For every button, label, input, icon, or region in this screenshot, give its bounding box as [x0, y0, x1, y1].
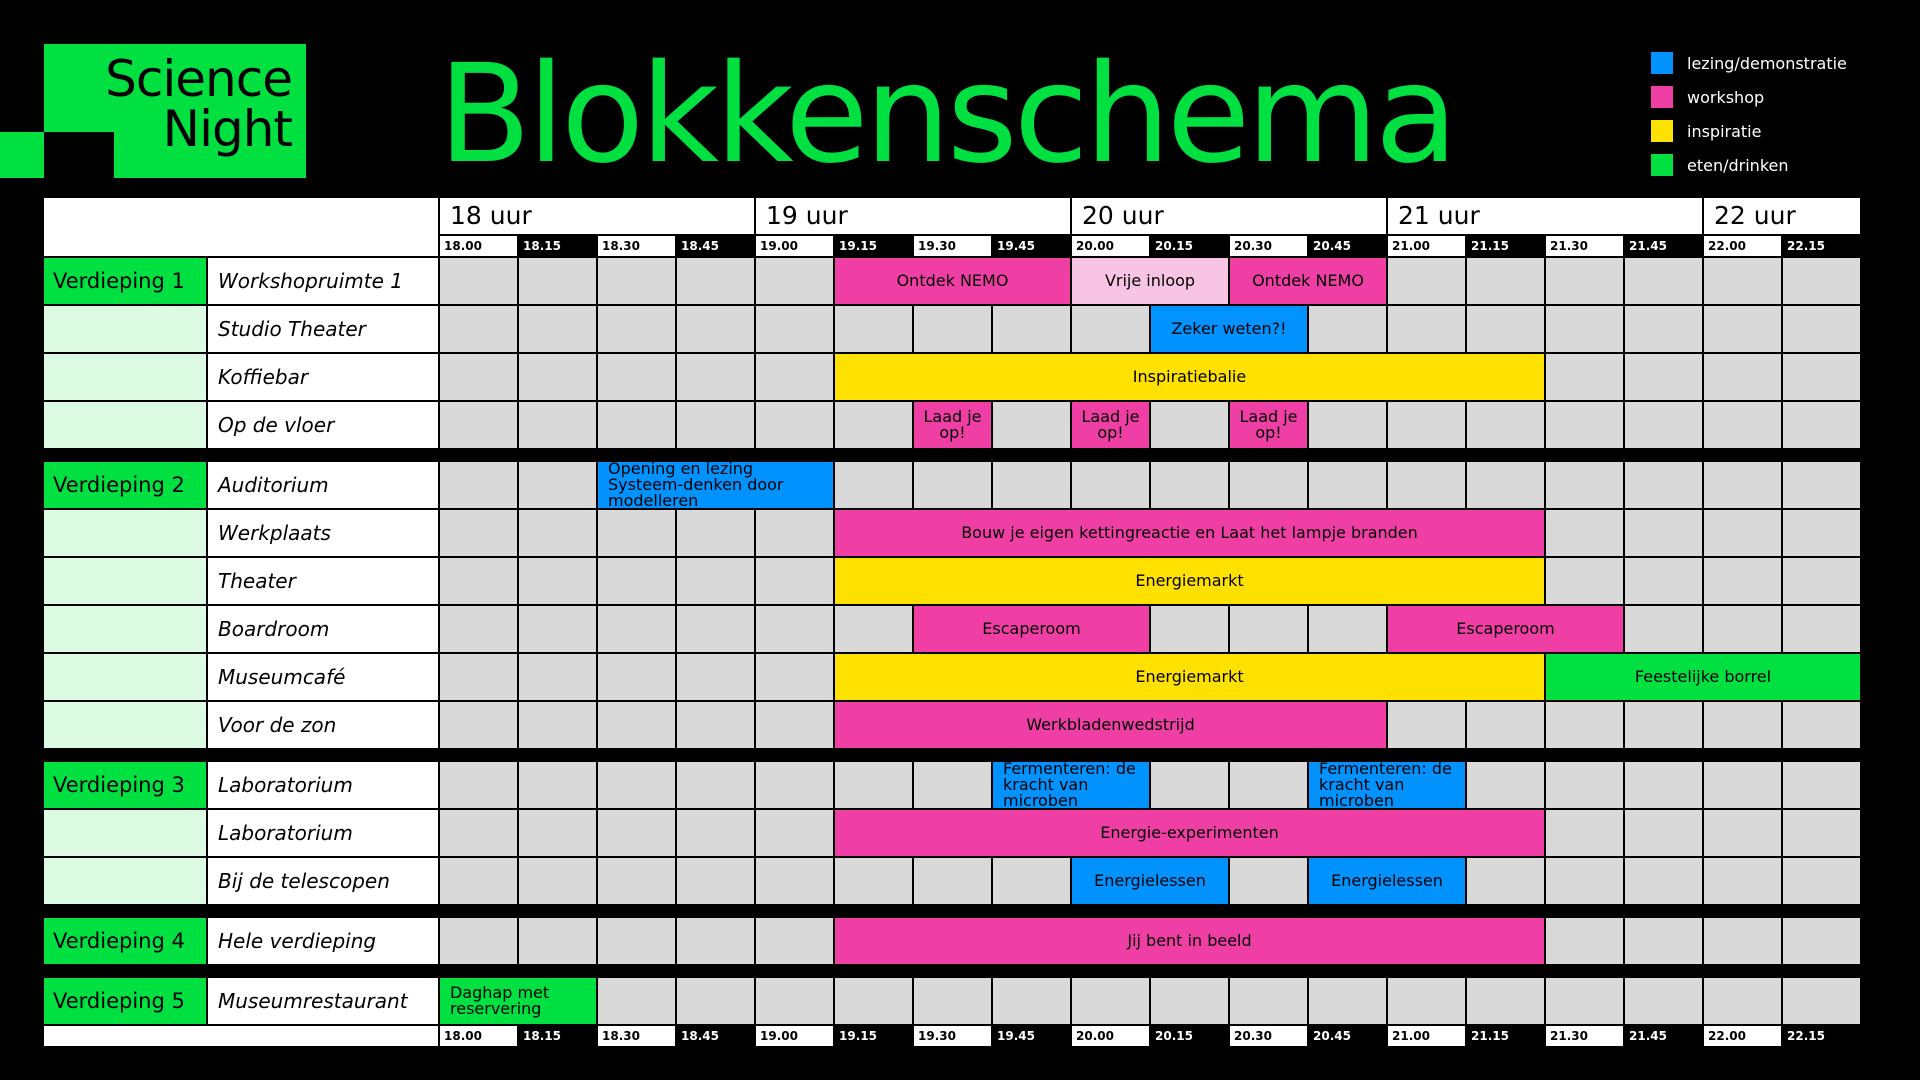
empty-slot	[1625, 462, 1702, 508]
floor-label: Verdieping 2	[44, 462, 206, 508]
room-name: Bij de telescopen	[208, 858, 438, 904]
empty-slot	[1546, 462, 1623, 508]
time-tick-bottom: 21.00	[1388, 1026, 1465, 1046]
empty-slot	[835, 402, 912, 448]
empty-slot	[598, 654, 675, 700]
empty-slot	[835, 978, 912, 1024]
empty-slot	[1546, 402, 1623, 448]
empty-slot	[677, 762, 754, 808]
empty-slot	[677, 858, 754, 904]
time-tick-bottom: 20.30	[1230, 1026, 1307, 1046]
empty-slot	[914, 462, 991, 508]
empty-slot	[993, 306, 1070, 352]
time-tick: 20.00	[1072, 236, 1149, 256]
empty-slot	[519, 354, 596, 400]
empty-slot	[519, 402, 596, 448]
empty-slot	[598, 702, 675, 748]
empty-slot	[1783, 978, 1860, 1024]
time-tick-bottom: 20.00	[1072, 1026, 1149, 1046]
legend-label: lezing/demonstratie	[1687, 53, 1847, 73]
empty-slot	[440, 258, 517, 304]
empty-slot	[519, 558, 596, 604]
empty-slot	[440, 702, 517, 748]
empty-slot	[1704, 762, 1781, 808]
event-block: Feestelijke borrel	[1546, 654, 1860, 700]
empty-slot	[756, 654, 833, 700]
floor-label-empty	[44, 654, 206, 700]
empty-slot	[1546, 258, 1623, 304]
floor-label: Verdieping 4	[44, 918, 206, 964]
empty-slot	[914, 306, 991, 352]
empty-slot	[1467, 402, 1544, 448]
empty-slot	[519, 858, 596, 904]
empty-slot	[1309, 978, 1386, 1024]
empty-slot	[1388, 402, 1465, 448]
legend-item	[1651, 114, 1847, 148]
empty-slot	[1704, 606, 1781, 652]
empty-slot	[1309, 306, 1386, 352]
empty-slot	[756, 858, 833, 904]
time-tick-bottom: 22.15	[1783, 1026, 1860, 1046]
room-name: Museumcafé	[208, 654, 438, 700]
floor-label-empty	[44, 306, 206, 352]
floor-label-empty	[44, 402, 206, 448]
empty-slot	[1467, 858, 1544, 904]
time-tick-bottom: 19.30	[914, 1026, 991, 1046]
event-block: Energiemarkt	[835, 654, 1544, 700]
room-name: Theater	[208, 558, 438, 604]
empty-slot	[1467, 258, 1544, 304]
empty-slot	[1625, 402, 1702, 448]
empty-slot	[677, 258, 754, 304]
empty-slot	[914, 858, 991, 904]
empty-slot	[598, 558, 675, 604]
floor-divider	[44, 750, 1860, 760]
legend-swatch	[1651, 154, 1673, 176]
time-tick-bottom: 20.45	[1309, 1026, 1386, 1046]
event-block: Zeker weten?!	[1151, 306, 1307, 352]
empty-slot	[1388, 258, 1465, 304]
empty-slot	[440, 306, 517, 352]
empty-slot	[677, 606, 754, 652]
empty-slot	[519, 654, 596, 700]
empty-slot	[914, 978, 991, 1024]
empty-slot	[756, 402, 833, 448]
legend-swatch	[1651, 52, 1673, 74]
legend-label: inspiratie	[1687, 121, 1762, 141]
empty-slot	[1704, 702, 1781, 748]
time-tick: 20.45	[1309, 236, 1386, 256]
time-tick: 18.45	[677, 236, 754, 256]
empty-slot	[677, 510, 754, 556]
time-tick: 21.15	[1467, 236, 1544, 256]
empty-slot	[519, 702, 596, 748]
event-block: Daghap met reservering	[440, 978, 596, 1024]
event-block: Vrije inloop	[1072, 258, 1228, 304]
empty-slot	[1704, 510, 1781, 556]
empty-slot	[677, 402, 754, 448]
empty-slot	[1467, 762, 1544, 808]
empty-slot	[1783, 510, 1860, 556]
empty-slot	[1388, 306, 1465, 352]
empty-slot	[440, 762, 517, 808]
empty-slot	[677, 306, 754, 352]
event-block: Ontdek NEMO	[835, 258, 1070, 304]
empty-slot	[440, 654, 517, 700]
empty-slot	[835, 858, 912, 904]
empty-slot	[1467, 462, 1544, 508]
time-tick-bottom: 19.15	[835, 1026, 912, 1046]
event-block: Jij bent in beeld	[835, 918, 1544, 964]
time-tick-bottom: 18.15	[519, 1026, 596, 1046]
event-block: Inspiratiebalie	[835, 354, 1544, 400]
empty-slot	[756, 762, 833, 808]
logo-box	[44, 44, 306, 178]
empty-slot	[1783, 606, 1860, 652]
empty-slot	[1309, 606, 1386, 652]
empty-slot	[1546, 858, 1623, 904]
empty-slot	[598, 354, 675, 400]
legend-swatch	[1651, 120, 1673, 142]
room-name: Koffiebar	[208, 354, 438, 400]
empty-slot	[1546, 978, 1623, 1024]
empty-slot	[1546, 810, 1623, 856]
floor-label-empty	[44, 354, 206, 400]
time-tick-bottom: 19.00	[756, 1026, 833, 1046]
empty-slot	[598, 402, 675, 448]
room-name: Werkplaats	[208, 510, 438, 556]
empty-slot	[677, 702, 754, 748]
floor-label: Verdieping 1	[44, 258, 206, 304]
room-name: Voor de zon	[208, 702, 438, 748]
empty-slot	[1546, 354, 1623, 400]
legend-label: workshop	[1687, 87, 1765, 107]
empty-slot	[1783, 558, 1860, 604]
time-tick: 20.15	[1151, 236, 1228, 256]
header-corner	[44, 198, 438, 256]
event-block: Energielessen	[1309, 858, 1465, 904]
empty-slot	[519, 762, 596, 808]
event-block: Fermenteren: de kracht van microben	[1309, 762, 1465, 808]
empty-slot	[1704, 810, 1781, 856]
empty-slot	[1625, 558, 1702, 604]
empty-slot	[756, 306, 833, 352]
empty-slot	[1783, 762, 1860, 808]
empty-slot	[914, 762, 991, 808]
time-tick: 22.00	[1704, 236, 1781, 256]
empty-slot	[1072, 462, 1149, 508]
empty-slot	[756, 258, 833, 304]
empty-slot	[440, 402, 517, 448]
empty-slot	[1151, 402, 1228, 448]
empty-slot	[519, 306, 596, 352]
empty-slot	[598, 918, 675, 964]
empty-slot	[756, 354, 833, 400]
empty-slot	[1388, 702, 1465, 748]
empty-slot	[1388, 462, 1465, 508]
empty-slot	[1704, 858, 1781, 904]
empty-slot	[598, 762, 675, 808]
empty-slot	[1467, 978, 1544, 1024]
empty-slot	[440, 354, 517, 400]
empty-slot	[598, 810, 675, 856]
empty-slot	[1783, 462, 1860, 508]
time-tick-bottom: 20.15	[1151, 1026, 1228, 1046]
empty-slot	[1625, 606, 1702, 652]
room-name: Museumrestaurant	[208, 978, 438, 1024]
legend-swatch	[1651, 86, 1673, 108]
hour-label: 19 uur	[756, 198, 1070, 234]
time-tick: 18.30	[598, 236, 675, 256]
empty-slot	[993, 978, 1070, 1024]
event-block: Laad je op!	[914, 402, 991, 448]
empty-slot	[835, 306, 912, 352]
time-tick-bottom: 18.45	[677, 1026, 754, 1046]
empty-slot	[1546, 306, 1623, 352]
empty-slot	[598, 858, 675, 904]
empty-slot	[1151, 606, 1228, 652]
empty-slot	[835, 762, 912, 808]
page-title: Blokkenschema	[438, 36, 1455, 194]
event-block: Energiemarkt	[835, 558, 1544, 604]
time-tick: 18.00	[440, 236, 517, 256]
empty-slot	[756, 606, 833, 652]
floor-label-empty	[44, 558, 206, 604]
room-name: Studio Theater	[208, 306, 438, 352]
empty-slot	[1309, 402, 1386, 448]
empty-slot	[1625, 702, 1702, 748]
empty-slot	[1625, 810, 1702, 856]
empty-slot	[519, 810, 596, 856]
empty-slot	[1625, 306, 1702, 352]
logo-step	[0, 132, 44, 178]
empty-slot	[1072, 306, 1149, 352]
empty-slot	[1388, 978, 1465, 1024]
empty-slot	[1467, 702, 1544, 748]
floor-divider	[44, 906, 1860, 916]
time-tick-bottom: 18.00	[440, 1026, 517, 1046]
empty-slot	[1704, 354, 1781, 400]
floor-label-empty	[44, 510, 206, 556]
time-tick: 19.15	[835, 236, 912, 256]
empty-slot	[756, 918, 833, 964]
time-tick: 22.15	[1783, 236, 1860, 256]
time-tick: 18.15	[519, 236, 596, 256]
event-block: Werkbladenwedstrijd	[835, 702, 1386, 748]
empty-slot	[598, 978, 675, 1024]
empty-slot	[993, 858, 1070, 904]
legend-label: eten/drinken	[1687, 155, 1789, 175]
schedule-grid	[44, 198, 1860, 1046]
empty-slot	[677, 810, 754, 856]
empty-slot	[1072, 978, 1149, 1024]
event-block: Laad je op!	[1230, 402, 1307, 448]
time-tick: 21.30	[1546, 236, 1623, 256]
empty-slot	[519, 606, 596, 652]
footer-corner	[44, 1026, 438, 1046]
empty-slot	[756, 978, 833, 1024]
empty-slot	[1625, 258, 1702, 304]
empty-slot	[440, 606, 517, 652]
empty-slot	[993, 402, 1070, 448]
empty-slot	[1230, 606, 1307, 652]
legend-item	[1651, 80, 1847, 114]
event-block: Energielessen	[1072, 858, 1228, 904]
time-tick-bottom: 21.30	[1546, 1026, 1623, 1046]
empty-slot	[1625, 918, 1702, 964]
empty-slot	[598, 306, 675, 352]
empty-slot	[519, 462, 596, 508]
hour-label: 21 uur	[1388, 198, 1702, 234]
hour-label: 18 uur	[440, 198, 754, 234]
empty-slot	[1783, 258, 1860, 304]
empty-slot	[756, 810, 833, 856]
floor-label: Verdieping 3	[44, 762, 206, 808]
floor-label-empty	[44, 606, 206, 652]
legend-item	[1651, 148, 1847, 182]
empty-slot	[1704, 558, 1781, 604]
empty-slot	[756, 558, 833, 604]
time-tick: 19.00	[756, 236, 833, 256]
room-name: Boardroom	[208, 606, 438, 652]
empty-slot	[1783, 702, 1860, 748]
floor-label-empty	[44, 702, 206, 748]
floor-label-empty	[44, 810, 206, 856]
empty-slot	[1151, 462, 1228, 508]
event-block: Escaperoom	[1388, 606, 1623, 652]
empty-slot	[1783, 402, 1860, 448]
legend	[1651, 46, 1847, 182]
empty-slot	[1625, 978, 1702, 1024]
empty-slot	[440, 858, 517, 904]
time-tick-bottom: 18.30	[598, 1026, 675, 1046]
empty-slot	[1625, 354, 1702, 400]
empty-slot	[1704, 978, 1781, 1024]
floor-divider	[44, 966, 1860, 976]
empty-slot	[1704, 462, 1781, 508]
room-name: Laboratorium	[208, 762, 438, 808]
empty-slot	[1230, 762, 1307, 808]
empty-slot	[835, 462, 912, 508]
time-tick: 21.00	[1388, 236, 1465, 256]
empty-slot	[993, 462, 1070, 508]
time-tick-bottom: 21.45	[1625, 1026, 1702, 1046]
empty-slot	[1230, 978, 1307, 1024]
room-name: Auditorium	[208, 462, 438, 508]
empty-slot	[1151, 762, 1228, 808]
floor-label-empty	[44, 858, 206, 904]
time-tick-bottom: 19.45	[993, 1026, 1070, 1046]
empty-slot	[677, 354, 754, 400]
empty-slot	[1783, 918, 1860, 964]
event-block: Escaperoom	[914, 606, 1149, 652]
empty-slot	[1704, 402, 1781, 448]
empty-slot	[440, 510, 517, 556]
event-block: Bouw je eigen kettingreactie en Laat het lampje branden	[835, 510, 1544, 556]
empty-slot	[519, 918, 596, 964]
logo-cutout	[44, 132, 114, 178]
time-tick: 19.45	[993, 236, 1070, 256]
logo-line-1: Science	[105, 50, 292, 108]
empty-slot	[598, 606, 675, 652]
empty-slot	[835, 606, 912, 652]
hour-label: 22 uur	[1704, 198, 1860, 234]
floor-divider	[44, 450, 1860, 460]
event-block: Opening en lezing Systeem-denken door modelleren	[598, 462, 833, 508]
time-tick: 21.45	[1625, 236, 1702, 256]
empty-slot	[677, 978, 754, 1024]
legend-item	[1651, 46, 1847, 80]
empty-slot	[1546, 762, 1623, 808]
room-name: Workshopruimte 1	[208, 258, 438, 304]
time-tick: 19.30	[914, 236, 991, 256]
empty-slot	[756, 510, 833, 556]
empty-slot	[440, 918, 517, 964]
empty-slot	[1546, 510, 1623, 556]
time-tick-bottom: 21.15	[1467, 1026, 1544, 1046]
hour-label: 20 uur	[1072, 198, 1386, 234]
empty-slot	[677, 918, 754, 964]
empty-slot	[1783, 810, 1860, 856]
empty-slot	[598, 510, 675, 556]
empty-slot	[677, 558, 754, 604]
event-block: Fermenteren: de kracht van microben	[993, 762, 1149, 808]
empty-slot	[1546, 702, 1623, 748]
time-tick: 20.30	[1230, 236, 1307, 256]
floor-label: Verdieping 5	[44, 978, 206, 1024]
empty-slot	[677, 654, 754, 700]
empty-slot	[1309, 462, 1386, 508]
empty-slot	[1704, 918, 1781, 964]
event-block: Energie-experimenten	[835, 810, 1544, 856]
empty-slot	[519, 510, 596, 556]
empty-slot	[1704, 258, 1781, 304]
logo-line-2: Night	[162, 100, 292, 158]
time-tick-bottom: 22.00	[1704, 1026, 1781, 1046]
empty-slot	[1230, 462, 1307, 508]
empty-slot	[440, 462, 517, 508]
empty-slot	[1546, 558, 1623, 604]
empty-slot	[598, 258, 675, 304]
empty-slot	[1546, 918, 1623, 964]
room-name: Laboratorium	[208, 810, 438, 856]
empty-slot	[1625, 762, 1702, 808]
empty-slot	[756, 702, 833, 748]
empty-slot	[1625, 858, 1702, 904]
empty-slot	[1783, 858, 1860, 904]
empty-slot	[1783, 306, 1860, 352]
empty-slot	[440, 810, 517, 856]
empty-slot	[1467, 306, 1544, 352]
empty-slot	[519, 258, 596, 304]
empty-slot	[440, 558, 517, 604]
room-name: Hele verdieping	[208, 918, 438, 964]
empty-slot	[1625, 510, 1702, 556]
event-block: Ontdek NEMO	[1230, 258, 1386, 304]
empty-slot	[1704, 306, 1781, 352]
room-name: Op de vloer	[208, 402, 438, 448]
empty-slot	[1783, 354, 1860, 400]
empty-slot	[1230, 858, 1307, 904]
empty-slot	[1151, 978, 1228, 1024]
event-block: Laad je op!	[1072, 402, 1149, 448]
